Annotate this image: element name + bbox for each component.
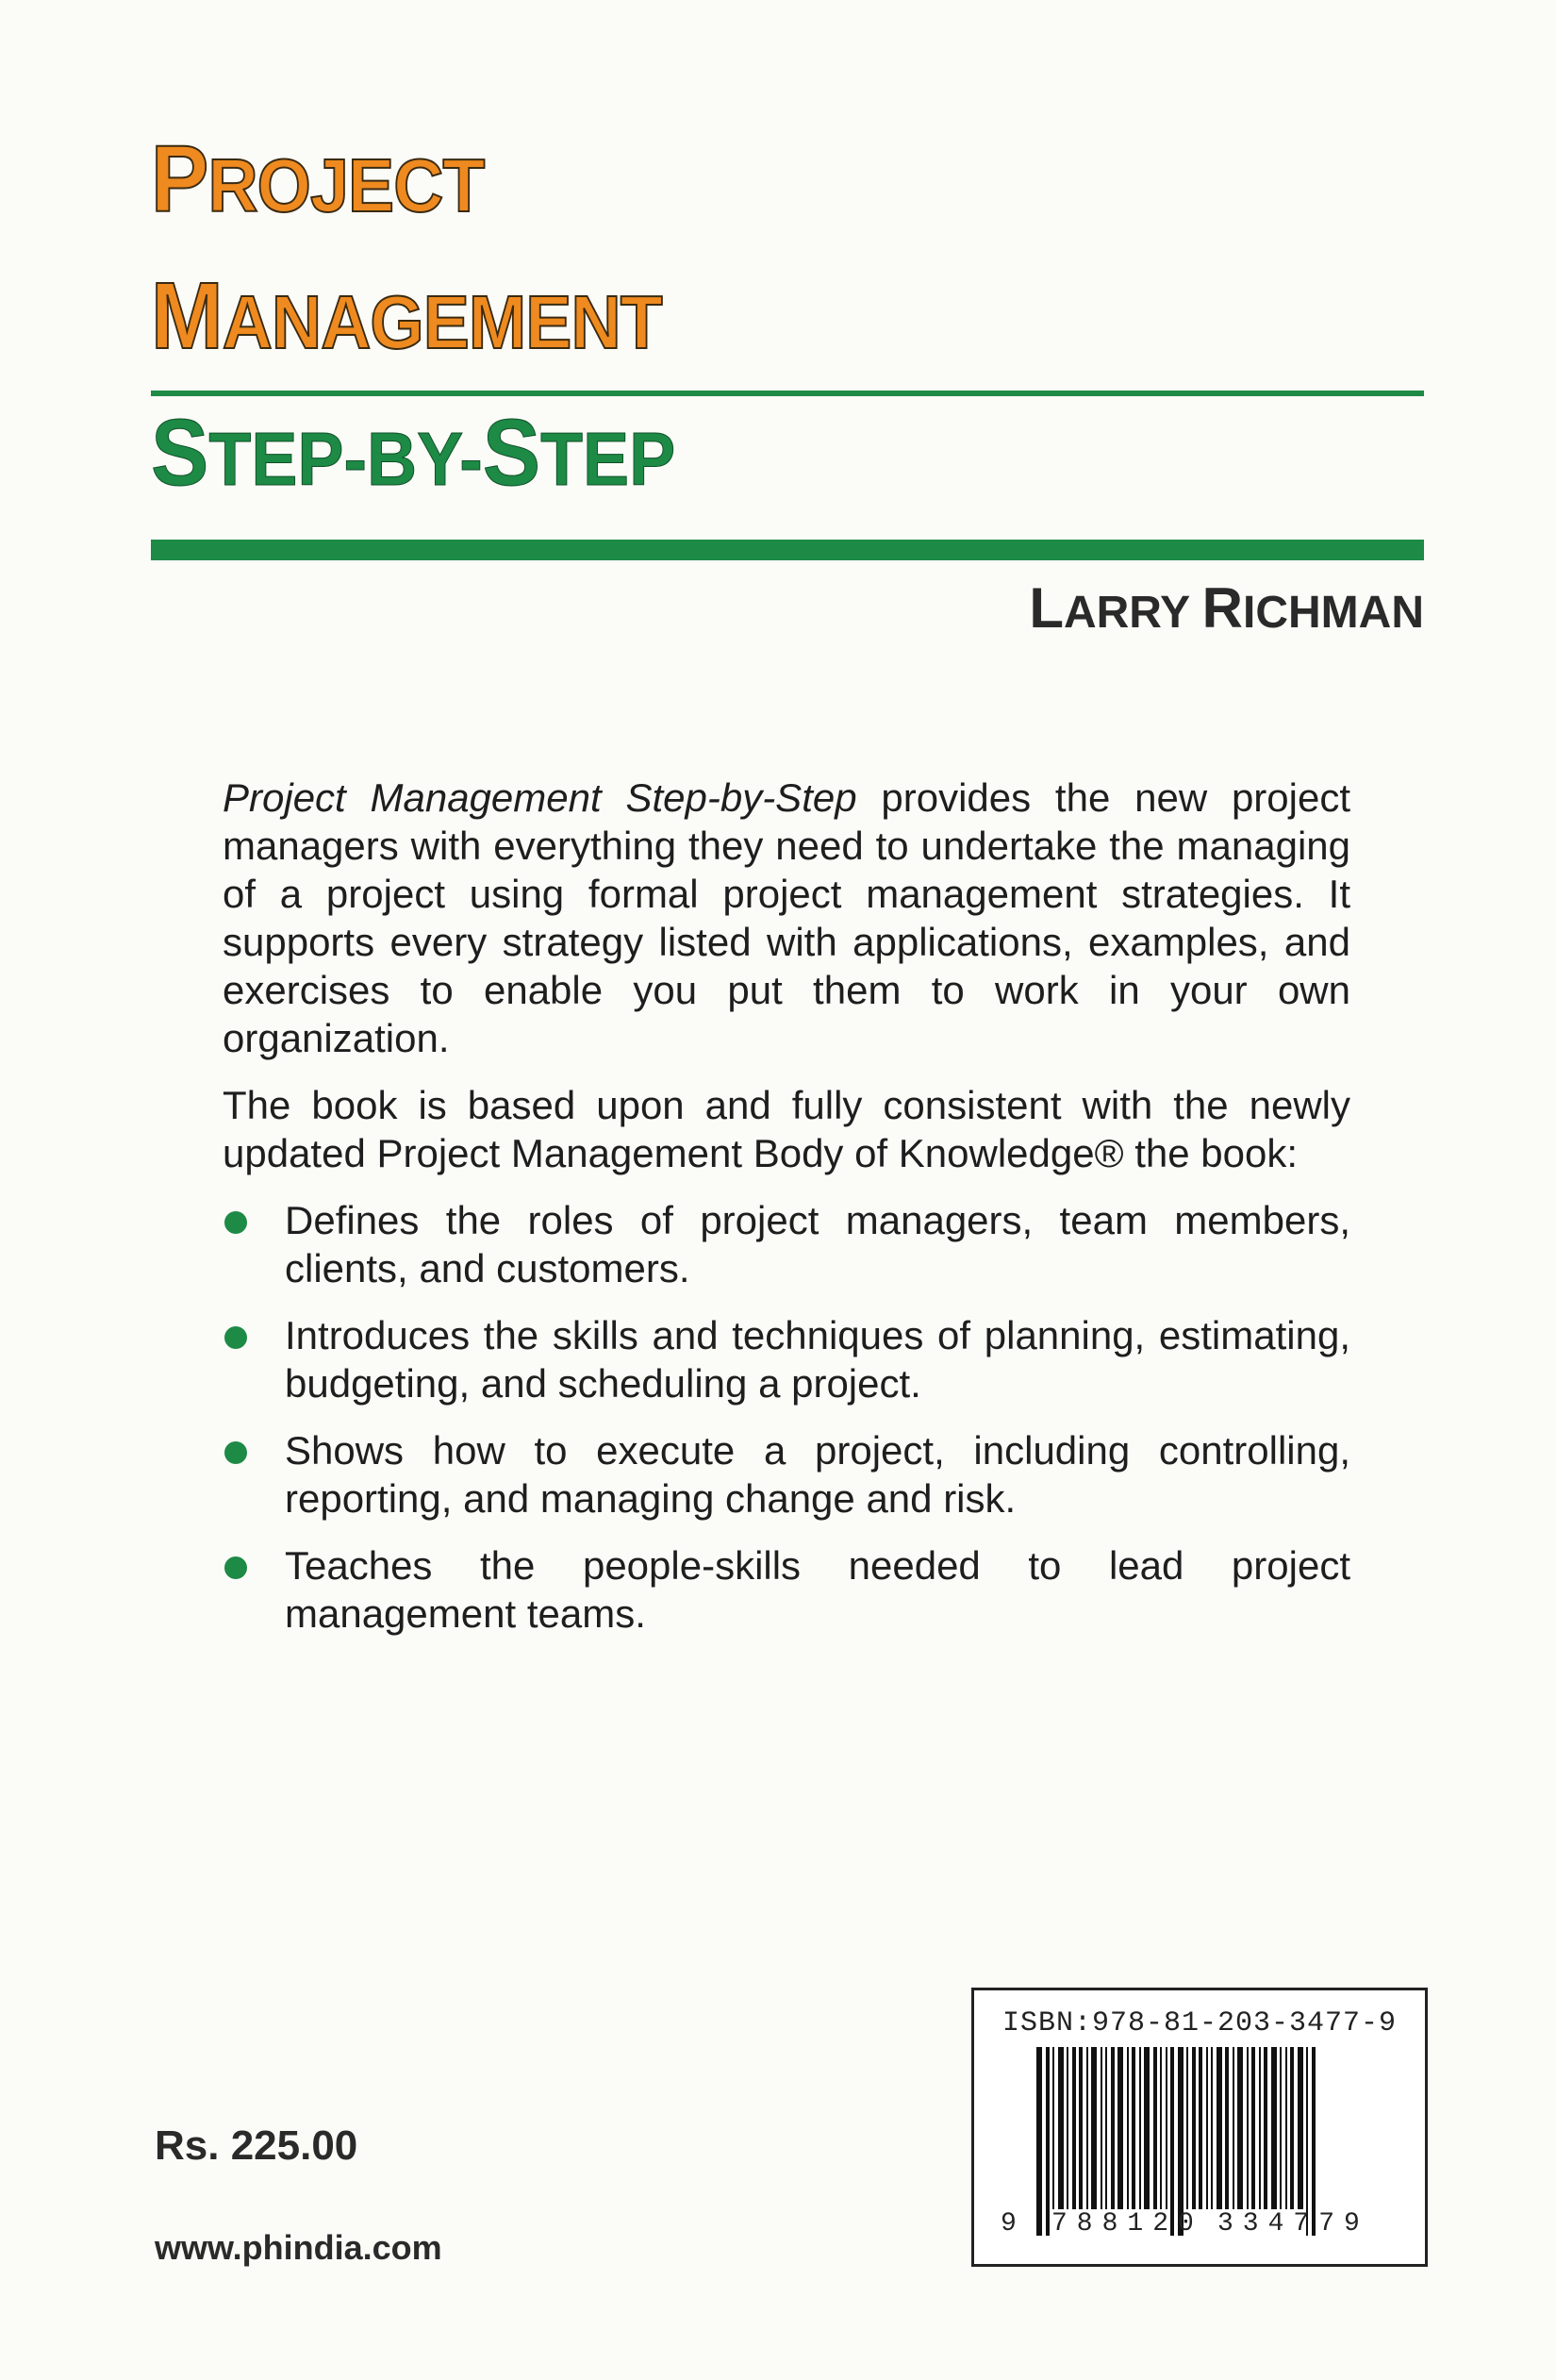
barcode-bar bbox=[1101, 2047, 1102, 2209]
list-item bbox=[223, 1311, 1350, 1407]
barcode-bar bbox=[1091, 2047, 1097, 2209]
bullet-dot-icon bbox=[224, 1326, 247, 1349]
title-rest-tep: TEP bbox=[540, 417, 676, 501]
barcode-digits-left: 788120 bbox=[1051, 2209, 1203, 2239]
barcode-bar bbox=[1211, 2047, 1213, 2209]
barcode-bar bbox=[1206, 2047, 1208, 2209]
description bbox=[223, 774, 1350, 1656]
list-item-text: Shows how to execute a project, including controlling, reporting, and managing change and risk. bbox=[285, 1428, 1350, 1521]
title-rest-anagement: ANAGEMENT bbox=[222, 280, 662, 364]
barcode-bar bbox=[1072, 2047, 1076, 2209]
list-item-text: Teaches the people-skills needed to lead project management teams. bbox=[285, 1543, 1350, 1636]
title-initial-p: P bbox=[151, 126, 208, 232]
author-name bbox=[1029, 575, 1424, 646]
price-label: Rs. 225.00 bbox=[155, 2122, 358, 2169]
barcode-bar bbox=[1036, 2047, 1042, 2236]
description-paragraph-1 bbox=[223, 774, 1350, 1062]
bullet-dot-icon bbox=[224, 1441, 247, 1464]
green-rule-thick bbox=[151, 540, 1424, 560]
barcode-bar bbox=[1306, 2047, 1308, 2236]
author-last-rest: ICHMAN bbox=[1243, 588, 1424, 638]
barcode-bar bbox=[1237, 2047, 1243, 2209]
website-link[interactable]: www.phindia.com bbox=[155, 2228, 442, 2267]
barcode-bar bbox=[1086, 2047, 1088, 2209]
book-title-italic: Project Management Step-by-Step bbox=[223, 775, 857, 820]
isbn-label: ISBN:978-81-203-3477-9 bbox=[1001, 2007, 1398, 2039]
description-paragraph-1-text: provides the new project managers with everything they need to undertake the managing of a project using formal project management strategies. It supports every strategy listed with applications, examples, and exercises to enable you put them to work in your own organization. bbox=[223, 775, 1351, 1060]
barcode-digits-right: 334779 bbox=[1217, 2209, 1369, 2239]
barcode-bar bbox=[1251, 2047, 1255, 2209]
list-item-text: Introduces the skills and techniques of planning, estimating, budgeting, and scheduling a project. bbox=[285, 1313, 1350, 1406]
title-rest-tep-by: TEP-BY- bbox=[208, 417, 483, 501]
barcode-bar bbox=[1298, 2047, 1303, 2209]
barcode-bar bbox=[1160, 2047, 1162, 2209]
barcode-bar bbox=[1178, 2047, 1184, 2236]
barcode-digit-first: 9 bbox=[1001, 2209, 1017, 2239]
barcode-bar bbox=[1144, 2047, 1150, 2209]
barcode-bar bbox=[1217, 2047, 1222, 2209]
barcode-bar bbox=[1259, 2047, 1261, 2209]
title-initial-m: M bbox=[151, 263, 223, 369]
feature-list bbox=[223, 1196, 1350, 1638]
barcode-bar bbox=[1139, 2047, 1141, 2209]
barcode-bar bbox=[1186, 2047, 1188, 2209]
barcode-bar bbox=[1312, 2047, 1316, 2236]
barcode-bar bbox=[1192, 2047, 1196, 2209]
barcode-bar bbox=[1079, 2047, 1083, 2209]
barcode-bar bbox=[1247, 2047, 1249, 2209]
barcode-icon bbox=[1031, 2047, 1370, 2236]
barcode-bar bbox=[1280, 2047, 1282, 2209]
barcode-bar bbox=[1117, 2047, 1123, 2209]
author-initial-l: L bbox=[1029, 576, 1064, 640]
barcode-bar bbox=[1052, 2047, 1054, 2209]
barcode-bar bbox=[1199, 2047, 1202, 2209]
bullet-dot-icon bbox=[224, 1556, 247, 1579]
barcode-bar bbox=[1046, 2047, 1050, 2236]
barcode-bar bbox=[1290, 2047, 1294, 2209]
barcode-bar bbox=[1153, 2047, 1157, 2209]
bullet-dot-icon bbox=[224, 1211, 247, 1234]
list-item-text: Defines the roles of project managers, team members, clients, and customers. bbox=[285, 1198, 1350, 1290]
title-rest-roject: ROJECT bbox=[207, 143, 485, 227]
title-line-management bbox=[151, 263, 662, 370]
barcode-bar bbox=[1264, 2047, 1267, 2209]
barcode-bar bbox=[1271, 2047, 1277, 2209]
barcode-bar bbox=[1225, 2047, 1229, 2209]
barcode-bar bbox=[1127, 2047, 1129, 2209]
author-first-rest: ARRY bbox=[1063, 588, 1202, 638]
barcode-box bbox=[971, 1988, 1428, 2267]
barcode-bar bbox=[1111, 2047, 1115, 2209]
description-paragraph-2: The book is based upon and fully consistent with the newly updated Project Management Body of Knowledge® the book: bbox=[223, 1083, 1350, 1175]
list-item bbox=[223, 1426, 1350, 1523]
title-initial-s1: S bbox=[151, 400, 209, 506]
title-initial-s2: S bbox=[482, 400, 541, 506]
list-item bbox=[223, 1196, 1350, 1292]
title-line-step-by-step bbox=[151, 400, 676, 507]
list-item bbox=[223, 1541, 1350, 1638]
barcode-bar bbox=[1105, 2047, 1107, 2209]
barcode-bar bbox=[1166, 2047, 1167, 2209]
barcode-bar bbox=[1132, 2047, 1135, 2209]
barcode-bar bbox=[1285, 2047, 1287, 2209]
green-rule-thin bbox=[151, 391, 1424, 396]
barcode-bar bbox=[1058, 2047, 1064, 2209]
barcode-bar bbox=[1067, 2047, 1068, 2209]
author-initial-r: R bbox=[1201, 576, 1244, 640]
barcode-bar bbox=[1233, 2047, 1234, 2209]
title-line-project bbox=[151, 126, 485, 233]
barcode-bar bbox=[1170, 2047, 1174, 2236]
